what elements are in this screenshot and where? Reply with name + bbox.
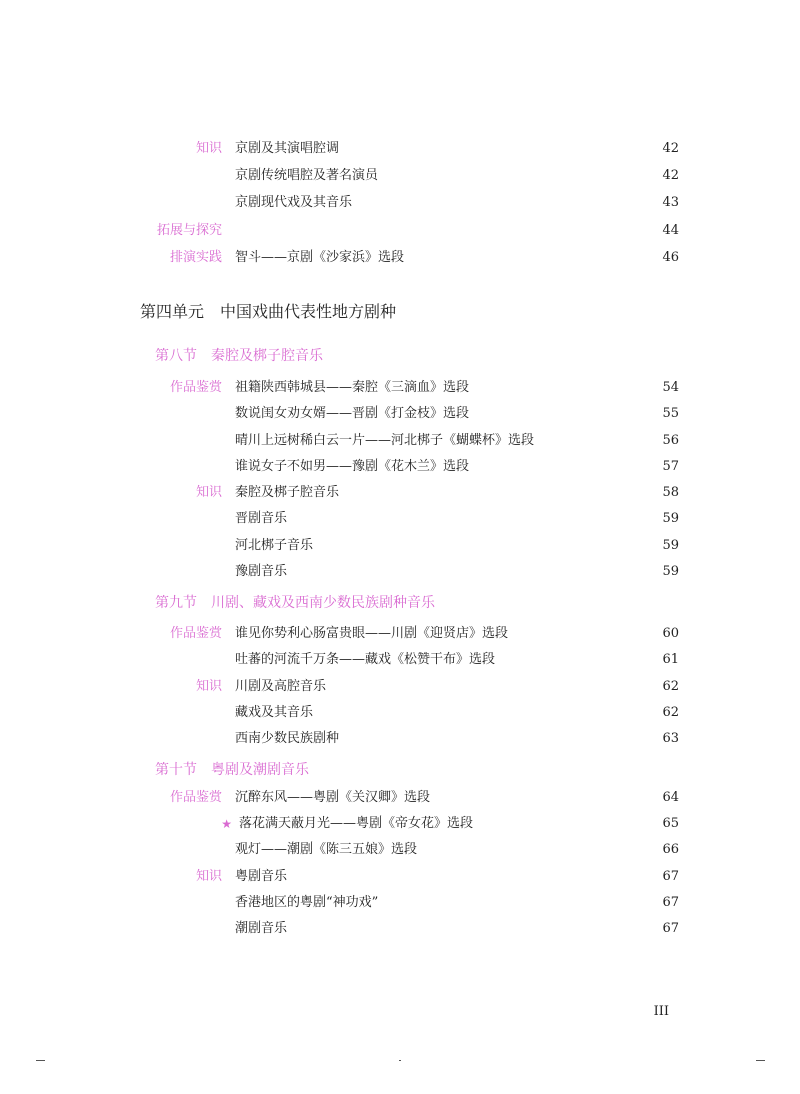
entry-page: 64 xyxy=(662,790,679,805)
toc-entry[interactable] xyxy=(0,727,800,751)
entry-page: 61 xyxy=(662,652,679,667)
entry-title: 祖籍陕西韩城县——秦腔《三滴血》选段 xyxy=(235,380,470,395)
toc-entry[interactable] xyxy=(0,246,800,270)
toc-entry[interactable] xyxy=(0,560,800,584)
toc-entry[interactable] xyxy=(0,481,800,505)
entry-page: 59 xyxy=(662,511,679,526)
entry-title: 数说闺女劝女婿——晋剧《打金枝》选段 xyxy=(235,406,470,421)
page-folio: III xyxy=(653,1004,669,1019)
toc-entry[interactable] xyxy=(0,648,800,672)
entry-title: 谁说女子不如男——豫剧《花木兰》选段 xyxy=(235,459,470,474)
entry-page: 57 xyxy=(662,459,679,474)
unit-heading[interactable]: 第四单元 中国戏曲代表性地方剧种 xyxy=(140,302,397,321)
toc-entry[interactable] xyxy=(0,891,800,915)
entry-page: 42 xyxy=(662,168,679,183)
section-heading[interactable]: 第九节 川剧、藏戏及西南少数民族剧种音乐 xyxy=(155,595,435,611)
entry-title: 观灯——潮剧《陈三五娘》选段 xyxy=(235,842,418,857)
toc-entry[interactable] xyxy=(0,137,800,161)
entry-category: 知识 xyxy=(195,141,222,156)
toc-entry[interactable] xyxy=(0,786,800,810)
entry-title: 京剧及其演唱腔调 xyxy=(235,141,340,156)
entry-title: 落花满天蔽月光——粤剧《帝女花》选段 xyxy=(239,816,474,831)
entry-category: 作品鉴赏 xyxy=(169,626,222,641)
toc-entry[interactable] xyxy=(0,164,800,188)
toc-entry[interactable] xyxy=(0,507,800,531)
section-heading[interactable]: 第八节 秦腔及梆子腔音乐 xyxy=(155,348,323,364)
toc-entry[interactable] xyxy=(0,219,800,243)
entry-category: 作品鉴赏 xyxy=(169,380,222,395)
entry-page: 67 xyxy=(662,869,679,884)
toc-entry[interactable] xyxy=(0,701,800,725)
toc-entry[interactable] xyxy=(0,191,800,215)
entry-page: 67 xyxy=(662,921,679,936)
entry-page: 59 xyxy=(662,538,679,553)
entry-page: 54 xyxy=(662,380,679,395)
entry-page: 60 xyxy=(662,626,679,641)
entry-category: 知识 xyxy=(195,869,222,884)
entry-page: 42 xyxy=(662,141,679,156)
crop-mark-center xyxy=(399,1060,401,1061)
entry-category: 拓展与探究 xyxy=(156,223,222,238)
entry-title: 晋剧音乐 xyxy=(235,511,288,526)
entry-page: 62 xyxy=(662,705,679,720)
toc-entry[interactable] xyxy=(0,402,800,426)
entry-title: 智斗——京剧《沙家浜》选段 xyxy=(235,250,405,265)
crop-mark-left xyxy=(36,1060,45,1061)
entry-title: 河北梆子音乐 xyxy=(235,538,314,553)
toc-entry[interactable] xyxy=(0,376,800,400)
toc-entry[interactable] xyxy=(0,429,800,453)
entry-page: 44 xyxy=(662,223,679,238)
entry-category: 知识 xyxy=(195,679,222,694)
entry-title: 京剧传统唱腔及著名演员 xyxy=(235,168,379,183)
entry-page: 59 xyxy=(662,564,679,579)
entry-title: 藏戏及其音乐 xyxy=(235,705,314,720)
entry-page: 58 xyxy=(662,485,679,500)
entry-page: 66 xyxy=(662,842,679,857)
entry-category: 排演实践 xyxy=(169,250,222,265)
toc-entry[interactable] xyxy=(0,675,800,699)
toc-entry[interactable] xyxy=(0,455,800,479)
entry-title: 京剧现代戏及其音乐 xyxy=(235,195,353,210)
entry-title: 秦腔及梆子腔音乐 xyxy=(235,485,340,500)
entry-title: 吐蕃的河流千万条——藏戏《松赞干布》选段 xyxy=(235,652,496,667)
entry-title: 香港地区的粤剧“神功戏” xyxy=(235,895,379,910)
entry-title: 西南少数民族剧种 xyxy=(235,731,340,746)
entry-title: 晴川上远树稀白云一片——河北梆子《蝴蝶杯》选段 xyxy=(235,433,535,448)
entry-title: 川剧及高腔音乐 xyxy=(235,679,327,694)
entry-title: 粤剧音乐 xyxy=(235,869,288,884)
entry-category: 知识 xyxy=(195,485,222,500)
entry-title: 沉醉东风——粤剧《关汉卿》选段 xyxy=(235,790,431,805)
toc-entry[interactable] xyxy=(0,865,800,889)
entry-title: 谁见你势利心肠富贵眼——川剧《迎贤店》选段 xyxy=(235,626,509,641)
entry-page: 67 xyxy=(662,895,679,910)
entry-page: 56 xyxy=(662,433,679,448)
toc-entry[interactable] xyxy=(0,622,800,646)
toc-entry[interactable] xyxy=(0,917,800,941)
section-heading[interactable]: 第十节 粤剧及潮剧音乐 xyxy=(155,762,309,778)
entry-title: 潮剧音乐 xyxy=(235,921,288,936)
toc-entry[interactable] xyxy=(0,838,800,862)
toc-entry[interactable] xyxy=(0,812,800,836)
crop-mark-right xyxy=(756,1060,765,1061)
entry-page: 43 xyxy=(662,195,679,210)
entry-category: 作品鉴赏 xyxy=(169,790,222,805)
entry-page: 65 xyxy=(662,816,679,831)
entry-page: 55 xyxy=(662,406,679,421)
toc-entry[interactable] xyxy=(0,534,800,558)
star-icon: ★ xyxy=(221,817,232,831)
entry-page: 62 xyxy=(662,679,679,694)
entry-page: 63 xyxy=(662,731,679,746)
entry-title: 豫剧音乐 xyxy=(235,564,288,579)
entry-page: 46 xyxy=(662,250,679,265)
